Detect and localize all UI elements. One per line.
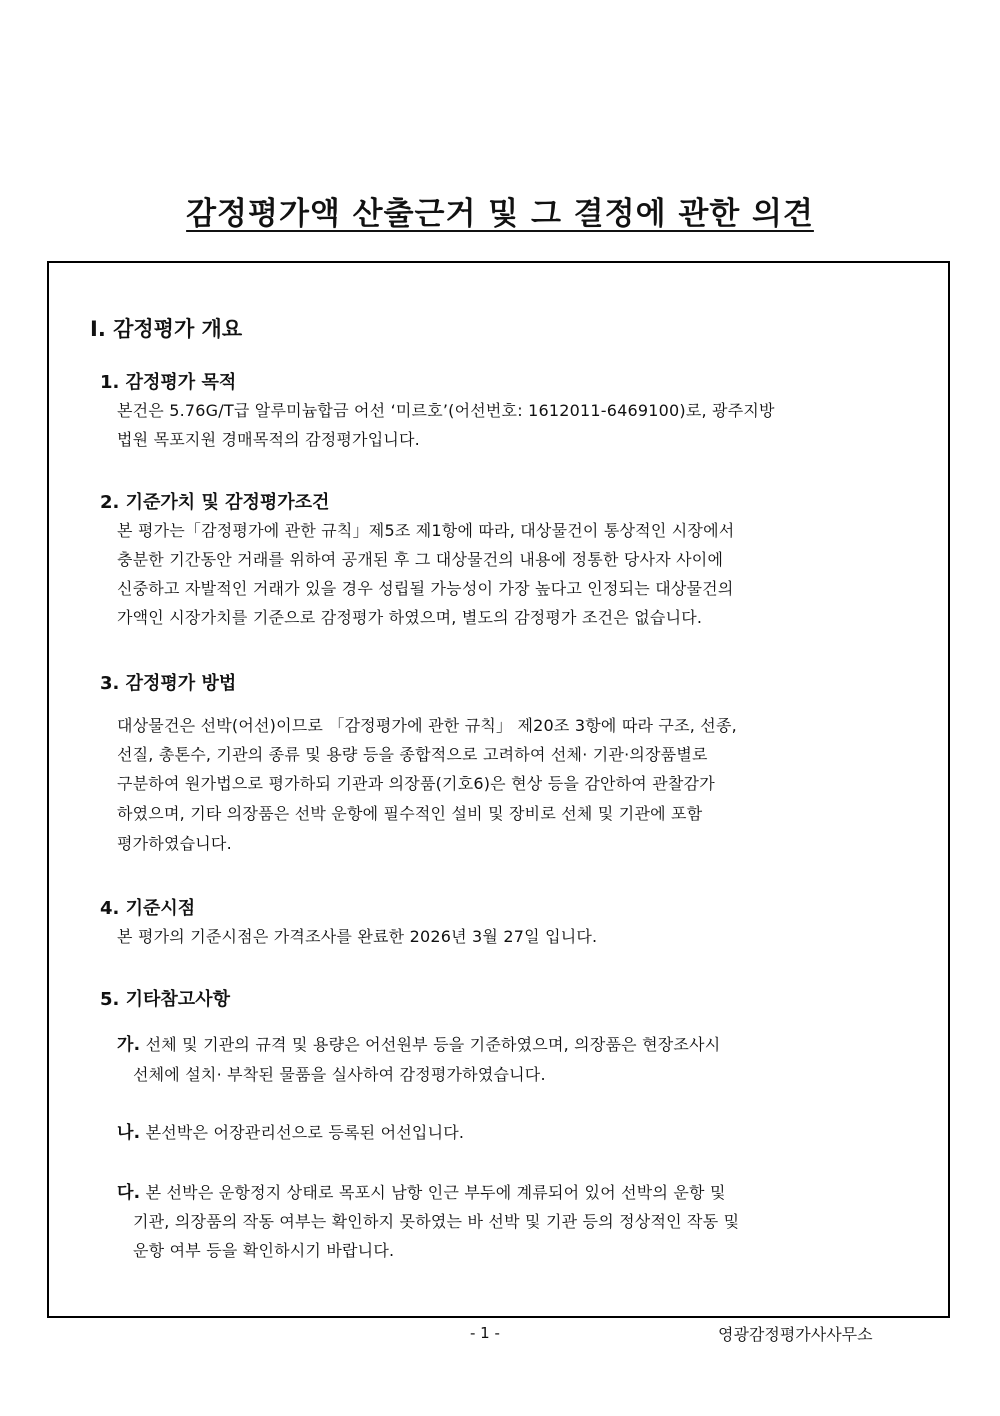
item-3-text-line: 하였으며, 기타 의장품은 선박 운항에 필수적인 설비 및 장비로 선체 및 기관에 포함 (117, 804, 703, 823)
item-1-text-line: 법원 목포지원 경매목적의 감정평가입니다. (117, 430, 420, 449)
note-mark: 다. (117, 1183, 141, 1203)
item-2-heading: 2. 기준가치 및 감정평가조건 (100, 492, 330, 513)
page-number: - 1 - (470, 1324, 500, 1342)
item-3-text-line: 평가하였습니다. (117, 834, 232, 853)
item-3-heading: 3. 감정평가 방법 (100, 673, 237, 694)
note-text-line: 선체 및 기관의 규격 및 용량은 어선원부 등을 기준하였으며, 의장품은 현장조사시 (145, 1035, 721, 1054)
item-4-text-line: 본 평가의 기준시점은 가격조사를 완료한 2026년 3월 27일 입니다. (117, 927, 598, 946)
note-mark: 가. (117, 1035, 141, 1055)
item-1-text-line: 본건은 5.76G/T급 알루미늄합금 어선 ‘미르호’(어선번호: 1612011-6469100)로, 광주지방 (117, 401, 775, 420)
note-ga (117, 1030, 720, 1060)
note-text-line: 기관, 의장품의 작동 여부는 확인하지 못하였는 바 선박 및 기관 등의 정상적인 작동 및 (133, 1212, 740, 1231)
note-text-line: 본선박은 어장관리선으로 등록된 어선입니다. (145, 1123, 465, 1142)
note-mark: 나. (117, 1123, 141, 1143)
item-2-text-line: 가액인 시장가치를 기준으로 감정평가 하였으며, 별도의 감정평가 조건은 없습니다. (117, 608, 703, 627)
note-text-line: 선체에 설치· 부착된 물품을 실사하여 감정평가하였습니다. (133, 1065, 546, 1084)
item-2-text-line: 본 평가는「감정평가에 관한 규칙」제5조 제1항에 따라, 대상물건이 통상적인 시장에서 (117, 521, 735, 540)
item-1-heading: 1. 감정평가 목적 (100, 372, 237, 393)
note-text-line: 본 선박은 운항정지 상태로 목포시 남항 인근 부두에 계류되어 있어 선박의 운항 및 (145, 1183, 726, 1202)
note-da (117, 1178, 726, 1208)
item-2-text-line: 충분한 기간동안 거래를 위하여 공개된 후 그 대상물건의 내용에 정통한 당사자 사이에 (117, 550, 724, 569)
item-5-heading: 5. 기타참고사항 (100, 989, 230, 1010)
item-2-text-line: 신중하고 자발적인 거래가 있을 경우 성립될 가능성이 가장 높다고 인정되는 대상물건의 (117, 579, 734, 598)
item-3-text-line: 대상물건은 선박(어선)이므로 「감정평가에 관한 규칙」 제20조 3항에 따라 구조, 선종, (117, 716, 737, 735)
item-3-text-line: 선질, 총톤수, 기관의 종류 및 용량 등을 종합적으로 고려하여 선체· 기관·의장품별로 (117, 745, 708, 764)
office-name: 영광감정평가사사무소 (718, 1325, 873, 1344)
section-heading: Ⅰ. 감정평가 개요 (90, 317, 243, 341)
item-3-text-line: 구분하여 원가법으로 평가하되 기관과 의장품(기호6)은 현상 등을 감안하여 관찰감가 (117, 774, 715, 793)
item-4-heading: 4. 기준시점 (100, 898, 196, 919)
note-na (117, 1118, 464, 1148)
document-title: 감정평가액 산출근거 및 그 결정에 관한 의견 (186, 196, 814, 232)
note-text-line: 운항 여부 등을 확인하시기 바랍니다. (133, 1241, 395, 1260)
